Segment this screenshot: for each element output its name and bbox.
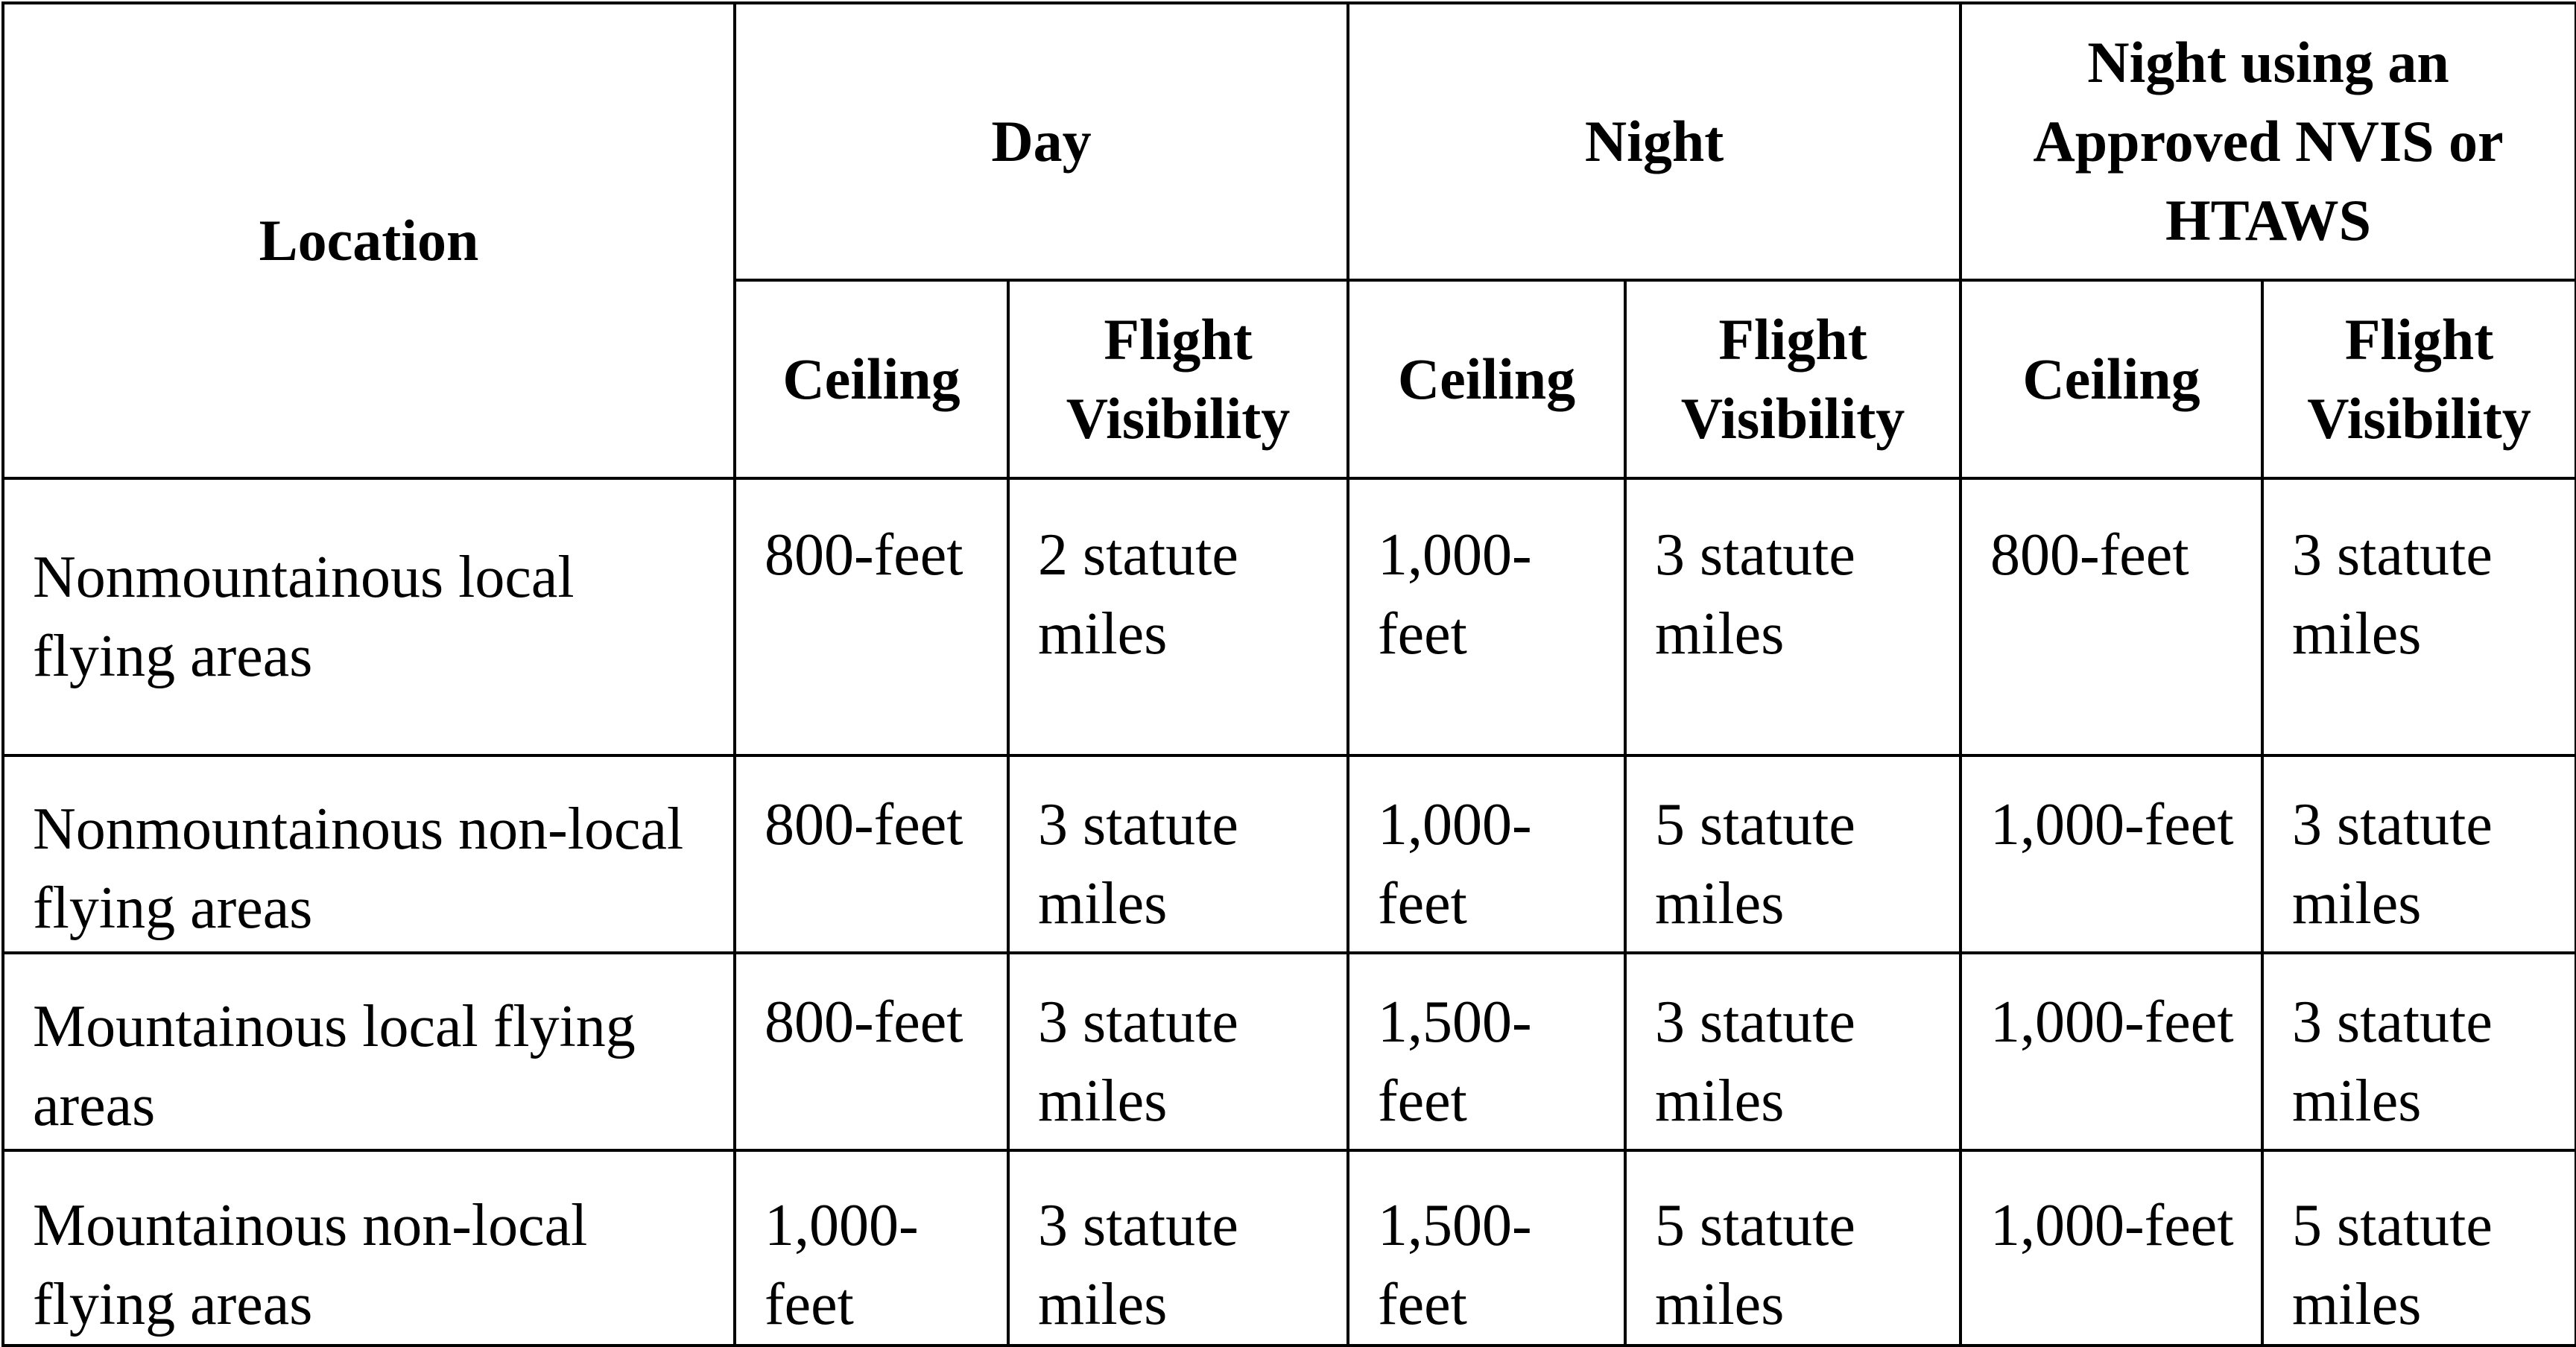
- nvis-ceiling-cell: 1,000-feet: [1961, 755, 2262, 953]
- day-visibility-cell: 2 statute miles: [1008, 478, 1348, 755]
- nvis-visibility-cell: 3 statute miles: [2262, 478, 2576, 755]
- header-day-visibility: Flight Visibility: [1008, 280, 1348, 478]
- location-cell: Mountainous non-local flying areas: [3, 1150, 735, 1346]
- header-nvis-ceiling: Ceiling: [1961, 280, 2262, 478]
- header-day-ceiling: Ceiling: [735, 280, 1008, 478]
- location-cell: Mountainous local flying areas: [3, 953, 735, 1150]
- nvis-ceiling-cell: 800-feet: [1961, 478, 2262, 755]
- nvis-ceiling-cell: 1,000-feet: [1961, 953, 2262, 1150]
- day-ceiling-cell: 800-feet: [735, 478, 1008, 755]
- table-row: [3, 478, 2576, 755]
- table-row: [3, 755, 2576, 953]
- night-ceiling-cell: 1,500-feet: [1348, 953, 1625, 1150]
- weather-minimums-table: [1, 1, 2576, 1347]
- day-visibility-cell: 3 statute miles: [1008, 953, 1348, 1150]
- night-ceiling-cell: 1,000-feet: [1348, 755, 1625, 953]
- header-night-nvis: Night using an Approved NVIS or HTAWS: [1961, 3, 2576, 280]
- nvis-ceiling-cell: 1,000-feet: [1961, 1150, 2262, 1346]
- header-night-visibility: Flight Visibility: [1625, 280, 1961, 478]
- nvis-visibility-cell: 3 statute miles: [2262, 755, 2576, 953]
- location-cell: Nonmountainous local flying areas: [3, 478, 735, 755]
- night-ceiling-cell: 1,500-feet: [1348, 1150, 1625, 1346]
- day-ceiling-cell: 1,000-feet: [735, 1150, 1008, 1346]
- nvis-visibility-cell: 3 statute miles: [2262, 953, 2576, 1150]
- header-night-ceiling: Ceiling: [1348, 280, 1625, 478]
- location-cell: Nonmountainous non-local flying areas: [3, 755, 735, 953]
- night-ceiling-cell: 1,000-feet: [1348, 478, 1625, 755]
- day-visibility-cell: 3 statute miles: [1008, 755, 1348, 953]
- day-ceiling-cell: 800-feet: [735, 755, 1008, 953]
- header-location: Location: [3, 3, 735, 478]
- header-night: Night: [1348, 3, 1961, 280]
- night-visibility-cell: 5 statute miles: [1625, 755, 1961, 953]
- night-visibility-cell: 3 statute miles: [1625, 953, 1961, 1150]
- day-ceiling-cell: 800-feet: [735, 953, 1008, 1150]
- header-nvis-visibility: Flight Visibility: [2262, 280, 2576, 478]
- header-row-1: [3, 3, 2576, 280]
- night-visibility-cell: 5 statute miles: [1625, 1150, 1961, 1346]
- night-visibility-cell: 3 statute miles: [1625, 478, 1961, 755]
- nvis-visibility-cell: 5 statute miles: [2262, 1150, 2576, 1346]
- table-row: [3, 1150, 2576, 1346]
- header-day: Day: [735, 3, 1348, 280]
- day-visibility-cell: 3 statute miles: [1008, 1150, 1348, 1346]
- table-row: [3, 953, 2576, 1150]
